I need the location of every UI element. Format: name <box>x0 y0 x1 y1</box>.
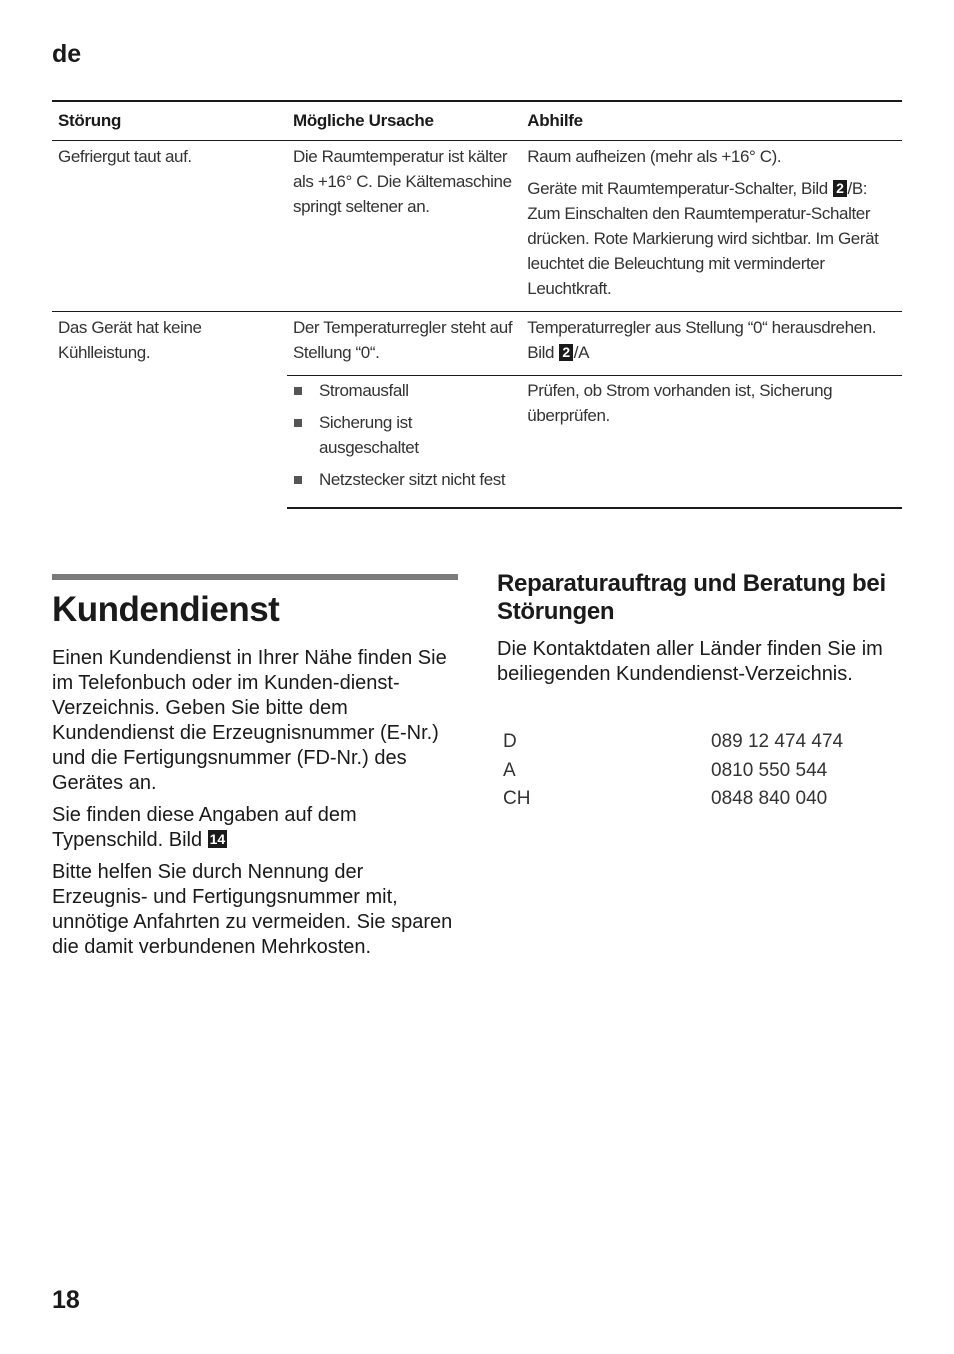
list-item: Stromausfall <box>293 378 513 403</box>
troubleshooting-table <box>52 100 902 509</box>
abhilfe-text: Temperaturregler aus Stellung “0“ herausdrehen. Bild <box>527 318 877 362</box>
table-row <box>52 312 902 376</box>
table-row <box>503 760 843 789</box>
cell-ursache: Der Temperaturregler steht auf Stellung “0“. <box>287 312 521 376</box>
figure-reference: 2 <box>559 344 572 361</box>
phone-number: 0810 550 544 <box>711 759 828 781</box>
cell-abhilfe: Prüfen, ob Strom vorhanden ist, Sicherung überprüfen. <box>521 376 902 509</box>
abhilfe-paragraph <box>527 176 894 301</box>
phone-number: 0848 840 040 <box>711 788 828 809</box>
abhilfe-paragraph: Raum aufheizen (mehr als +16° C). <box>527 147 782 166</box>
paragraph: Einen Kundendienst in Ihrer Nähe finden Sie im Telefonbuch oder im Kunden-dienst-Verzeichnis. Geben Sie bitte dem Kundendienst die Erzeugnisnummer (E-Nr.) und die Fertigungsnummer (FD-Nr.) des Gerätes an. <box>52 647 447 794</box>
language-tag: de <box>52 40 82 68</box>
cell-stoerung: Das Gerät hat keine Kühlleistung. <box>52 312 287 509</box>
table-row <box>52 141 902 312</box>
cell-ursache <box>287 376 521 509</box>
figure-reference: 2 <box>833 180 846 197</box>
paragraph: Die Kontaktdaten aller Länder finden Sie im beiliegenden Kundendienst-Verzeichnis. <box>497 638 883 685</box>
country-code: CH <box>503 788 531 809</box>
section-title-reparatur: Reparaturauftrag und Beratung bei Störungen <box>497 570 886 625</box>
contact-table <box>503 731 843 817</box>
cell-ursache: Die Raumtemperatur ist kälter als +16° C. Die Kältemaschine springt seltener an. <box>292 147 512 216</box>
column-header-stoerung: Störung <box>52 101 287 141</box>
abhilfe-text: Geräte mit Raumtemperatur-Schalter, Bild <box>527 179 833 198</box>
abhilfe-text: /A <box>573 343 590 362</box>
country-code: D <box>503 731 517 752</box>
cause-list <box>293 378 513 492</box>
section-rule <box>52 574 458 580</box>
column-header-abhilfe: Abhilfe <box>521 101 902 141</box>
cell-abhilfe <box>521 141 902 312</box>
cell-abhilfe <box>521 312 902 376</box>
page-number: 18 <box>52 1286 80 1314</box>
table-row <box>503 731 843 760</box>
phone-number: 089 12 474 474 <box>711 731 844 752</box>
reparatur-body <box>497 637 907 687</box>
country-code: A <box>503 759 516 781</box>
figure-reference: 14 <box>209 831 226 847</box>
column-header-ursache: Mögliche Ursache <box>287 101 521 141</box>
list-item: Sicherung ist ausgeschaltet <box>293 410 513 460</box>
paragraph <box>52 803 462 853</box>
section-title-kundendienst: Kundendienst <box>52 590 280 629</box>
table-row <box>503 788 843 817</box>
paragraph-text: Sie finden diese Angaben auf dem Typenschild. Bild <box>52 804 357 851</box>
kundendienst-body <box>52 646 462 967</box>
list-item: Netzstecker sitzt nicht fest <box>293 467 513 492</box>
table-header-row <box>52 101 902 141</box>
cell-stoerung: Gefriergut taut auf. <box>58 147 192 166</box>
paragraph: Bitte helfen Sie durch Nennung der Erzeugnis- und Fertigungsnummer mit, unnötige Anfahrten zu vermeiden. Sie sparen die damit verbundenen Mehrkosten. <box>52 861 453 958</box>
abhilfe-text: /B: Zum Einschalten den Raumtemperatur-Schalter drücken. Rote Markierung wird sichtbar. Im Gerät leuchtet die Beleuchtung mit verminderter Leuchtkraft. <box>527 179 879 298</box>
